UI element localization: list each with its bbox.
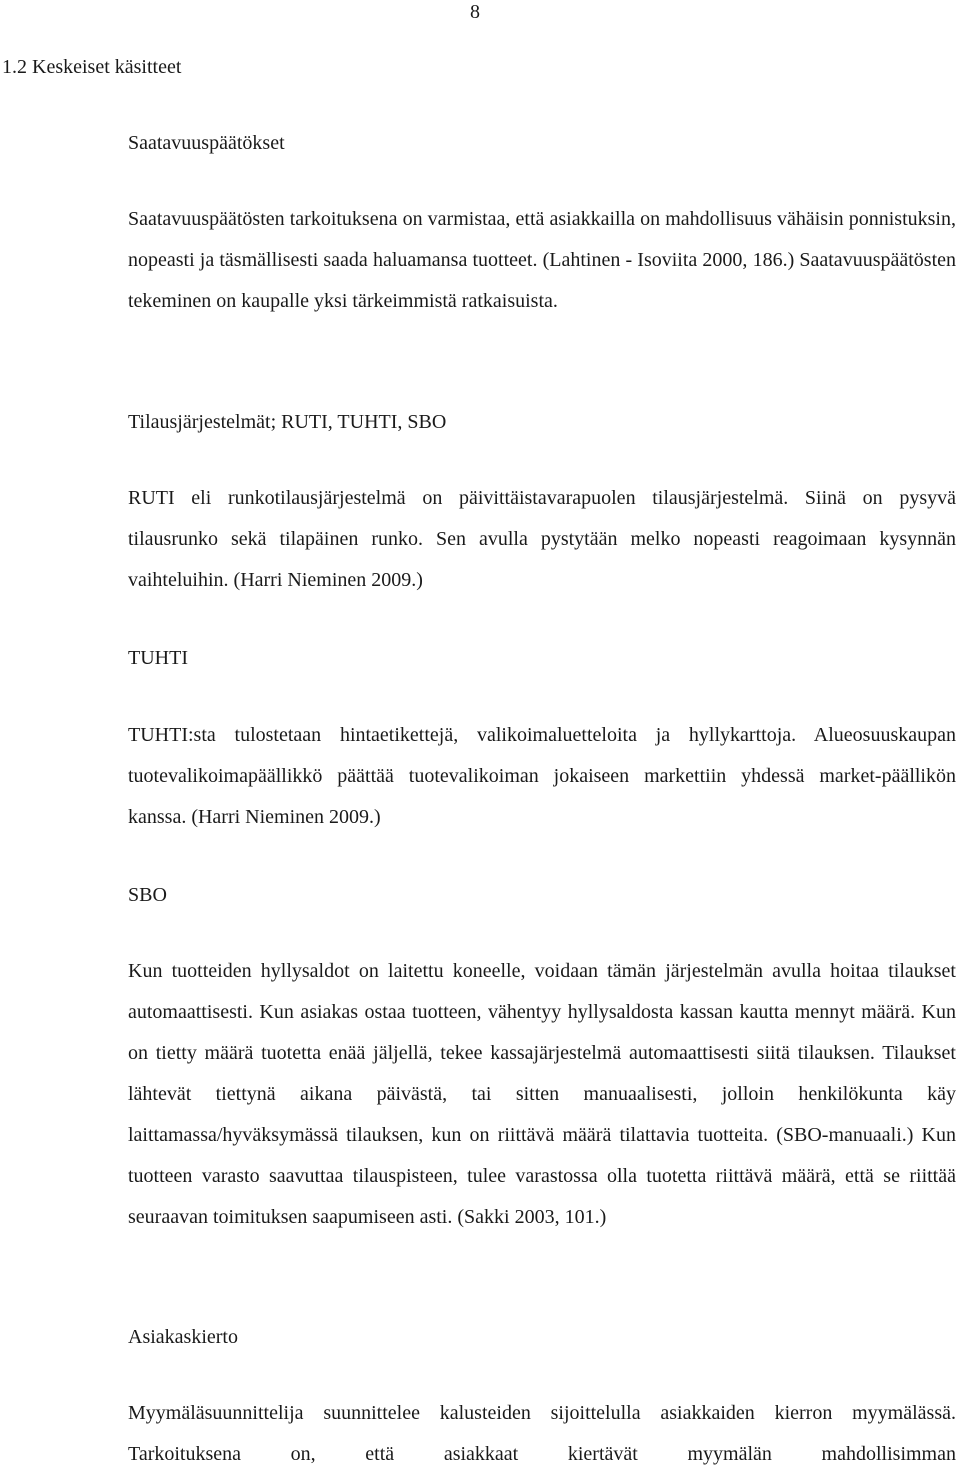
- subheading-sbo: SBO: [128, 884, 167, 906]
- section-heading: 1.2 Keskeiset käsitteet: [2, 56, 182, 78]
- paragraph-tuhti: TUHTI:sta tulostetaan hintaetikettejä, valikoimaluetteloita ja hyllykarttoja. Alueosuuskaupan tuotevalikoimapäällikkö päättää tuotevalikoiman jokaiseen markettiin yhdessä market-päällikön kanssa. (Harri Nieminen 2009.): [128, 724, 956, 828]
- paragraph-ruti: RUTI eli runkotilausjärjestelmä on päivittäistavarapuolen tilausjärjestelmä. Siinä on pysyvä tilausrunko sekä tilapäinen runko. Sen avulla pystytään melko nopeasti reagoimaan kysynnän vaihteluihin. (Harri Nieminen 2009.): [128, 487, 956, 591]
- subheading-asiakaskierto: Asiakaskierto: [128, 1326, 238, 1348]
- subheading-saatavuuspaatokset: Saatavuuspäätökset: [128, 132, 285, 154]
- paragraph-sbo: Kun tuotteiden hyllysaldot on laitettu koneelle, voidaan tämän järjestelmän avulla hoitaa tilaukset automaattisesti. Kun asiakas ostaa tuotteen, vähentyy hyllysaldosta kassan kautta mennyt määrä. Kun on tietty määrä tuotetta enää jäljellä, tekee kassajärjestelmä automaattisesti siitä tilauksen. Tilaukset lähtevät tiettynä aikana päivästä, tai sitten manuaalisesti, jolloin henkilökunta käy laittamassa/hyväksymässä tilauksen, kun on riittävä määrä tilattavia tuotteita. (SBO-manuaali.) Kun tuotteen varasto saavuttaa tilauspisteen, tulee varastossa olla tuotetta riittävä määrä, että se riittää seuraavan toimituksen saapumiseen asti. (Sakki 2003, 101.): [128, 960, 956, 1228]
- subheading-tuhti: TUHTI: [128, 647, 188, 669]
- page-number: 8: [470, 1, 480, 23]
- paragraph-asiakaskierto: Myymäläsuunnittelija suunnittelee kalusteiden sijoittelulla asiakkaiden kierron myymälässä. Tarkoituksena on, että asiakkaat kiertävät myymälän mahdollisimman: [128, 1402, 956, 1465]
- paragraph-saatavuuspaatokset: Saatavuuspäätösten tarkoituksena on varmistaa, että asiakkailla on mahdollisuus vähäisin ponnistuksin, nopeasti ja täsmällisesti saada haluamansa tuotteet. (Lahtinen - Isoviita 2000, 186.) Saatavuuspäätösten tekeminen on kaupalle yksi tärkeimmistä ratkaisuista.: [128, 208, 956, 312]
- subheading-tilausjarjestelmat: Tilausjärjestelmät; RUTI, TUHTI, SBO: [128, 411, 447, 433]
